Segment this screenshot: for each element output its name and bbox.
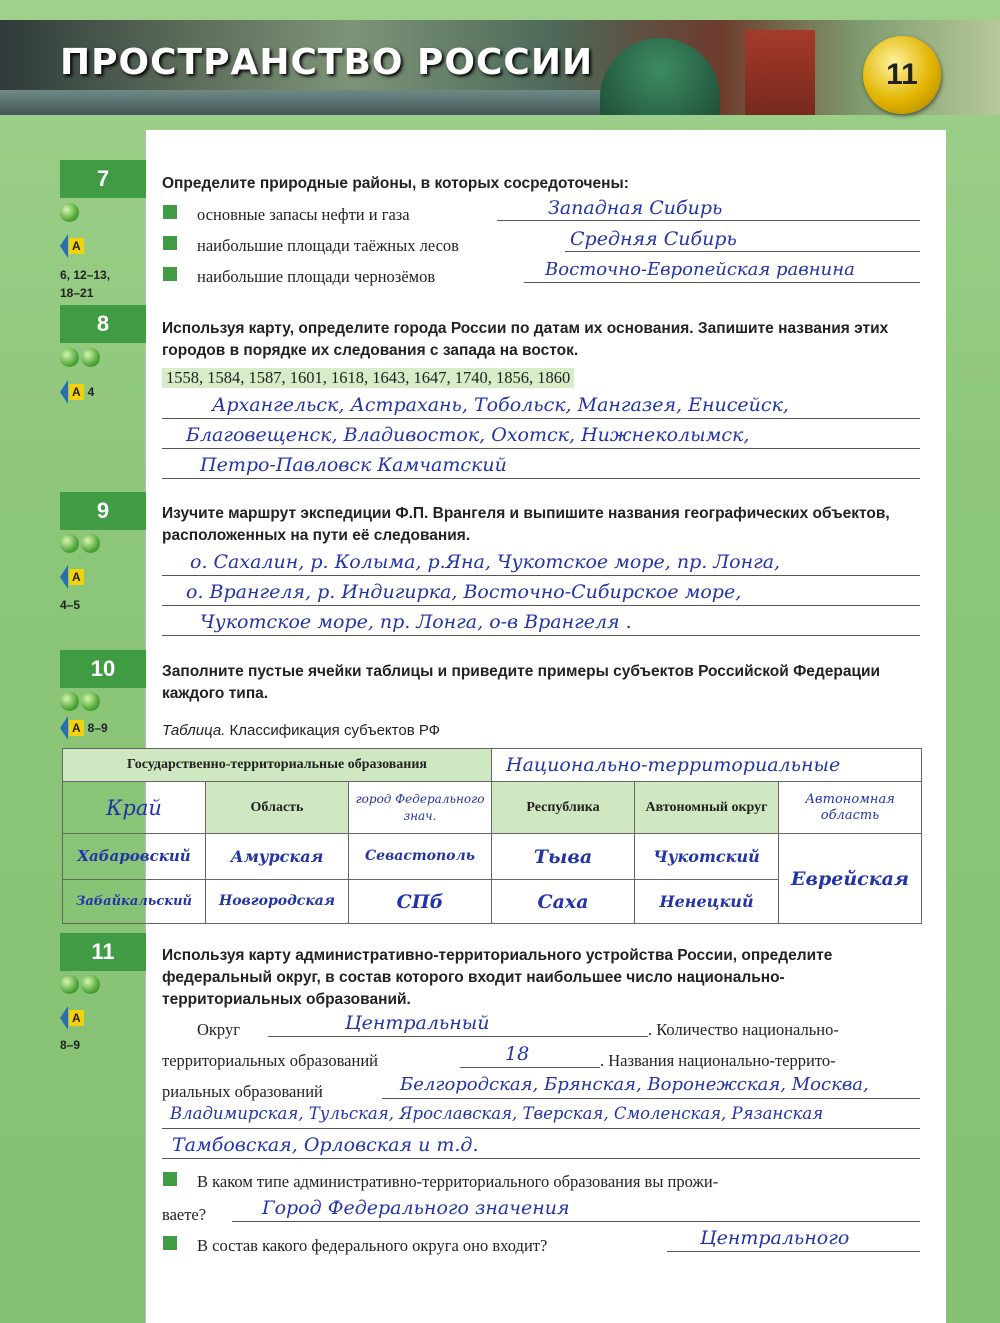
q2-answer: Центрального: [700, 1227, 850, 1249]
banner-photo-dome: [600, 38, 720, 115]
table-caption-label: Таблица.: [162, 722, 226, 739]
difficulty-dots: [60, 534, 100, 553]
atlas-pages-ref: 6, 12–13, 18–21: [60, 268, 111, 300]
names-label: . Названия национально-террито-: [600, 1051, 836, 1070]
table-cell: [635, 834, 779, 880]
count-label: территориальных образований: [162, 1051, 378, 1070]
task-8-answer-line: Благовещенск, Владивосток, Охотск, Нижнеколымск,: [186, 424, 750, 446]
atlas-pages: 4: [87, 385, 95, 399]
table-caption-text: Классификация субъектов РФ: [229, 722, 441, 739]
difficulty-dot-icon: [60, 692, 79, 711]
okrug-label: Округ: [197, 1020, 240, 1039]
okrug-answer: Центральный: [345, 1012, 490, 1034]
question-text: ваете?: [162, 1205, 207, 1224]
banner-photo-water: [0, 90, 600, 115]
difficulty-dot-icon: [81, 348, 100, 367]
q1-answer: Город Федерального значения: [262, 1197, 570, 1219]
table-column-header-answer: [779, 782, 922, 834]
table-cell: [779, 834, 922, 924]
answer-line: [460, 1067, 600, 1068]
task-9-answer-line: о. Врангеля, р. Индигирка, Восточно-Сибирское море,: [186, 581, 742, 603]
difficulty-dots: [60, 692, 100, 711]
answer-line: [524, 282, 920, 283]
handwritten-answer: город Федерального знач.: [355, 791, 485, 823]
answer-line: [268, 1036, 648, 1037]
task-9-answer-line: о. Сахалин, р. Колыма, р.Яна, Чукотское море, пр. Лонга,: [190, 551, 781, 573]
atlas-badge: А: [69, 384, 84, 400]
answer-line: [667, 1251, 920, 1252]
answer-line: [162, 418, 920, 419]
task-number-11: 11: [60, 933, 146, 971]
handwritten-answer: Национально-территориальные: [506, 754, 841, 776]
table-cell: [206, 880, 349, 924]
answer-line: [162, 635, 920, 636]
table-cell: [492, 834, 635, 880]
answer-line: [162, 1158, 920, 1159]
table-caption: [162, 722, 440, 739]
atlas-badge: А: [69, 238, 84, 254]
table-column-header: Республика: [492, 782, 635, 834]
atlas-tag: [60, 716, 108, 740]
atlas-badge: А: [69, 1010, 84, 1026]
task-7-answer: Восточно-Европейская равнина: [545, 259, 855, 280]
difficulty-dot-icon: [60, 348, 79, 367]
atlas-tag: [60, 1006, 88, 1030]
task-8-dates: 1558, 1584, 1587, 1601, 1618, 1643, 1647, 1740, 1856, 1860: [162, 368, 574, 388]
task-7-prompt: Определите природные районы, в которых сосредоточены:: [162, 175, 629, 192]
names-answer-line: Тамбовская, Орловская и т.д.: [172, 1134, 479, 1156]
task-9-answer-line: Чукотское море, пр. Лонга, о-в Врангеля .: [200, 611, 632, 633]
answer-line: [565, 251, 920, 252]
handwritten-answer: Автономная область: [805, 791, 895, 823]
atlas-pages-ref: 8–9: [60, 1038, 81, 1052]
difficulty-dot-icon: [60, 203, 79, 222]
task-number-10: 10: [60, 650, 146, 688]
task-7-item-label: наибольшие площади таёжных лесов: [197, 236, 459, 255]
arrow-icon: [60, 380, 68, 404]
handwritten-answer: Новгородская: [218, 893, 336, 909]
table-cell: [492, 880, 635, 924]
atlas-tag: [60, 234, 88, 258]
names-answer-line: Белгородская, Брянская, Воронежская, Москва,: [400, 1074, 869, 1095]
atlas-pages: 8–9: [87, 721, 108, 735]
handwritten-answer: Тыва: [533, 845, 593, 868]
task-8-answer-line: Архангельск, Астрахань, Тобольск, Мангазея, Енисейск,: [212, 394, 789, 416]
arrow-icon: [60, 234, 68, 258]
handwritten-answer: СПб: [396, 890, 444, 913]
answer-line: [162, 448, 920, 449]
task-7-answer: Средняя Сибирь: [570, 228, 737, 250]
answer-line: [232, 1221, 920, 1222]
handwritten-answer: Хабаровский: [77, 847, 191, 865]
bullet-icon: [163, 236, 177, 250]
table-cell: [349, 880, 492, 924]
handwritten-answer: Забайкальский: [76, 893, 192, 909]
table-column-header-answer: [349, 782, 492, 834]
answer-line: [162, 575, 920, 576]
arrow-icon: [60, 565, 68, 589]
page-number: 11: [863, 36, 941, 114]
difficulty-dot-icon: [60, 975, 79, 994]
names-answer-line: Владимирская, Тульская, Ярославская, Тверская, Смоленская, Рязанская: [170, 1104, 824, 1123]
task-10-prompt: Заполните пустые ячейки таблицы и приведите примеры субъектов Российской Федерации каждого типа.: [162, 663, 881, 702]
table-column-header: Область: [206, 782, 349, 834]
difficulty-dots: [60, 203, 79, 222]
difficulty-dot-icon: [60, 534, 79, 553]
bullet-icon: [163, 267, 177, 281]
answer-line: [162, 605, 920, 606]
task-11-prompt: Используя карту административно-территориального устройства России, определите федеральный округ, в состав которого входит наибольшее число национально-территориальных образований.: [162, 947, 833, 1008]
atlas-tag: [60, 565, 88, 589]
handwritten-answer: Амурская: [230, 846, 324, 866]
handwritten-answer: Еврейская: [791, 867, 910, 890]
task-number-8: 8: [60, 305, 146, 343]
handwritten-answer: Севастополь: [365, 848, 476, 864]
difficulty-dot-icon: [81, 975, 100, 994]
table-group-header: Государственно-территориальные образования: [63, 749, 492, 782]
count-label: . Количество национально-: [648, 1020, 839, 1039]
handwritten-answer: Саха: [537, 890, 589, 913]
question-text: В каком типе административно-территориального образования вы прожи-: [197, 1172, 719, 1191]
task-7-item-label: основные запасы нефти и газа: [197, 205, 410, 224]
bullet-icon: [163, 205, 177, 219]
answer-line: [162, 1128, 920, 1129]
bullet-icon: [163, 1236, 177, 1250]
difficulty-dots: [60, 348, 100, 367]
atlas-badge: А: [69, 720, 84, 736]
task-number-7: 7: [60, 160, 146, 198]
table-column-header-answer: [63, 782, 206, 834]
banner-photo-tower: [745, 30, 815, 115]
page-title: ПРОСТРАНСТВО РОССИИ: [60, 42, 594, 83]
bullet-icon: [163, 1172, 177, 1186]
names-label: риальных образований: [162, 1082, 323, 1101]
task-7-answer: Западная Сибирь: [548, 197, 723, 219]
task-7-item-label: наибольшие площади чернозёмов: [197, 267, 436, 286]
difficulty-dot-icon: [81, 692, 100, 711]
handwritten-answer: Край: [106, 795, 162, 820]
atlas-tag: [60, 380, 94, 404]
handwritten-answer: Ненецкий: [659, 891, 754, 911]
question-text: В состав какого федерального округа оно входит?: [197, 1236, 548, 1255]
atlas-badge: А: [69, 569, 84, 585]
task-8-prompt: Используя карту, определите города России по датам их основания. Запишите названия этих городов в порядке их следования с запада на восток.: [162, 320, 889, 359]
table-cell: [63, 834, 206, 880]
task-9-prompt: Изучите маршрут экспедиции Ф.П. Врангеля и выпишите названия географических объектов, расположенных на пути её следования.: [162, 505, 890, 544]
difficulty-dots: [60, 975, 100, 994]
atlas-pages-ref: 4–5: [60, 598, 81, 612]
difficulty-dot-icon: [81, 534, 100, 553]
task-8-answer-line: Петро-Павловск Камчатский: [200, 454, 507, 476]
answer-line: [162, 478, 920, 479]
task-number-9: 9: [60, 492, 146, 530]
handwritten-answer: Чукотский: [653, 846, 760, 866]
count-answer: 18: [505, 1043, 530, 1065]
table-cell: [635, 880, 779, 924]
arrow-icon: [60, 716, 68, 740]
table-column-header: Автономный округ: [635, 782, 779, 834]
table-cell: [63, 880, 206, 924]
arrow-icon: [60, 1006, 68, 1030]
table-cell: [206, 834, 349, 880]
subjects-table: [62, 748, 922, 924]
answer-line: [382, 1098, 920, 1099]
answer-line: [497, 220, 920, 221]
table-group-header-answer: [492, 749, 922, 782]
table-cell: [349, 834, 492, 880]
